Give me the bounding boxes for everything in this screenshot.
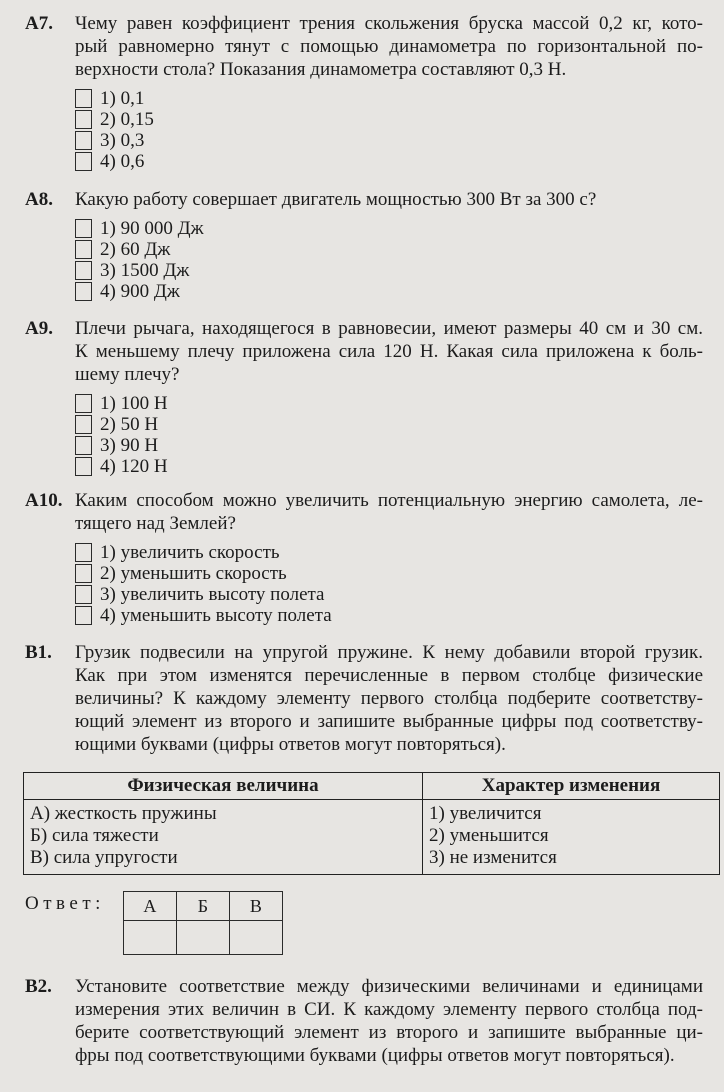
option-label: 3) 90 Н	[100, 435, 159, 456]
answer-checkbox[interactable]	[75, 415, 92, 434]
answer-checkbox[interactable]	[75, 240, 92, 259]
answer-table-header-row	[123, 892, 282, 921]
question-text-line: Грузик подвесили на упругой пружине. К нему добавили второй грузик.	[75, 642, 703, 663]
match-table-left-cell	[24, 800, 423, 875]
match-table-header-left: Физическая величина	[24, 773, 423, 800]
answer-checkbox[interactable]	[75, 543, 92, 562]
question-text-line: верхности стола? Показания динамометра составляют 0,3 Н.	[75, 59, 567, 80]
match-item-left: А) жесткость пружины	[30, 803, 217, 824]
option-row	[75, 563, 724, 584]
match-item-right: 2) уменьшится	[429, 825, 549, 846]
answer-input-cell[interactable]	[229, 921, 282, 955]
question-text-line: ющий элемент из второго и запишите выбранные цифры под соответству-	[75, 711, 703, 732]
answer-input-cell[interactable]	[176, 921, 229, 955]
option-row	[75, 130, 724, 151]
answer-label: Ответ:	[25, 893, 105, 914]
question-b1-text	[75, 641, 703, 756]
option-label: 4) 900 Дж	[100, 281, 180, 302]
match-table-header-right: Характер изменения	[423, 773, 720, 800]
answer-column-header: В	[229, 892, 282, 921]
match-item-left: Б) сила тяжести	[30, 825, 159, 846]
answer-checkbox[interactable]	[75, 131, 92, 150]
option-row	[75, 281, 724, 302]
option-label: 3) увеличить высоту полета	[100, 584, 325, 605]
question-b2	[25, 975, 706, 1067]
question-a10	[25, 489, 706, 535]
answer-checkbox[interactable]	[75, 457, 92, 476]
option-row	[75, 151, 724, 172]
match-item-right: 1) увеличится	[429, 803, 542, 824]
answer-checkbox[interactable]	[75, 436, 92, 455]
question-text-line: Чему равен коэффициент трения скольжения бруска массой 0,2 кг, кото-	[75, 13, 703, 34]
option-row	[75, 584, 724, 605]
question-text-line: К меньшему плечу приложена сила 120 Н. Какая сила приложена к боль-	[75, 341, 703, 362]
question-b2-number: В2.	[25, 976, 52, 997]
match-item-left: В) сила упругости	[30, 847, 178, 868]
question-a8-text	[75, 188, 703, 211]
option-row	[75, 109, 724, 130]
answer-input-cell[interactable]	[123, 921, 176, 955]
answer-checkbox[interactable]	[75, 606, 92, 625]
question-a9	[25, 317, 706, 386]
option-label: 2) 60 Дж	[100, 239, 171, 260]
question-text-line: величины? К каждому элементу первого столбца подберите соответству-	[75, 688, 703, 709]
option-row	[75, 239, 724, 260]
option-row	[75, 435, 724, 456]
answer-checkbox[interactable]	[75, 585, 92, 604]
match-table-header-row	[24, 773, 720, 800]
option-label: 2) 0,15	[100, 109, 154, 130]
match-table	[23, 772, 720, 875]
question-text-line: шему плечу?	[75, 364, 180, 385]
option-label: 1) 90 000 Дж	[100, 218, 204, 239]
match-table-right-cell	[423, 800, 720, 875]
question-a7	[25, 12, 706, 81]
match-table-body-row	[24, 800, 720, 875]
answer-checkbox[interactable]	[75, 110, 92, 129]
option-row	[75, 393, 724, 414]
question-text-line: измерения этих величин в СИ. К каждому элементу первого столбца под-	[75, 999, 703, 1020]
option-row	[75, 218, 724, 239]
option-row	[75, 260, 724, 281]
answer-checkbox[interactable]	[75, 564, 92, 583]
question-text-line: фры под соответствующими буквами (цифры ответов могут повторяться).	[75, 1045, 675, 1066]
question-a10-number: А10.	[25, 490, 63, 511]
option-label: 4) 0,6	[100, 151, 145, 172]
option-row	[75, 414, 724, 435]
question-text-line: берите соответствующий элемент из второго и запишите выбранные ци-	[75, 1022, 703, 1043]
answer-table-input-row	[123, 921, 282, 955]
answer-checkbox[interactable]	[75, 282, 92, 301]
question-a8	[25, 188, 706, 211]
option-label: 3) 0,3	[100, 130, 145, 151]
answer-section	[25, 891, 724, 955]
question-b2-text	[75, 975, 703, 1067]
question-a7-options	[75, 88, 724, 172]
option-label: 3) 1500 Дж	[100, 260, 190, 281]
test-document-page	[0, 12, 724, 1067]
question-text-line: Установите соответствие между физическими величинами и единицами	[75, 976, 703, 997]
question-a10-text	[75, 489, 703, 535]
question-text-line: ющими буквами (цифры ответов могут повторяться).	[75, 734, 506, 755]
question-text-line: Как при этом изменятся перечисленные в первом столбце физические	[75, 665, 703, 686]
question-a7-text	[75, 12, 703, 81]
question-b1	[25, 641, 706, 756]
question-a9-number: А9.	[25, 318, 53, 339]
answer-checkbox[interactable]	[75, 152, 92, 171]
option-label: 2) уменьшить скорость	[100, 563, 287, 584]
question-text-line: Плечи рычага, находящегося в равновесии, имеют размеры 40 см и 30 см.	[75, 318, 703, 339]
match-item-right: 3) не изменится	[429, 847, 557, 868]
option-label: 1) увеличить скорость	[100, 542, 280, 563]
option-row	[75, 605, 724, 626]
question-a7-number: А7.	[25, 13, 53, 34]
question-text-line: Каким способом можно увеличить потенциальную энергию самолета, ле-	[75, 490, 703, 511]
answer-checkbox[interactable]	[75, 89, 92, 108]
question-a8-options	[75, 218, 724, 302]
option-label: 4) 120 Н	[100, 456, 168, 477]
option-row	[75, 88, 724, 109]
answer-table	[123, 891, 283, 955]
option-label: 4) уменьшить высоту полета	[100, 605, 332, 626]
answer-column-header: Б	[176, 892, 229, 921]
option-row	[75, 456, 724, 477]
answer-column-header: А	[123, 892, 176, 921]
question-a9-options	[75, 393, 724, 477]
answer-checkbox[interactable]	[75, 219, 92, 238]
question-b1-number: В1.	[25, 642, 52, 663]
option-row	[75, 542, 724, 563]
answer-checkbox[interactable]	[75, 261, 92, 280]
question-a10-options	[75, 542, 724, 626]
question-text-line: тящего над Землей?	[75, 513, 236, 534]
question-text-line: рый равномерно тянут с помощью динамометра по горизонтальной по-	[75, 36, 703, 57]
answer-checkbox[interactable]	[75, 394, 92, 413]
option-label: 1) 100 Н	[100, 393, 168, 414]
question-text-line: Какую работу совершает двигатель мощностью 300 Вт за 300 с?	[75, 189, 597, 210]
option-label: 2) 50 Н	[100, 414, 159, 435]
question-a9-text	[75, 317, 703, 386]
question-a8-number: А8.	[25, 189, 53, 210]
option-label: 1) 0,1	[100, 88, 145, 109]
